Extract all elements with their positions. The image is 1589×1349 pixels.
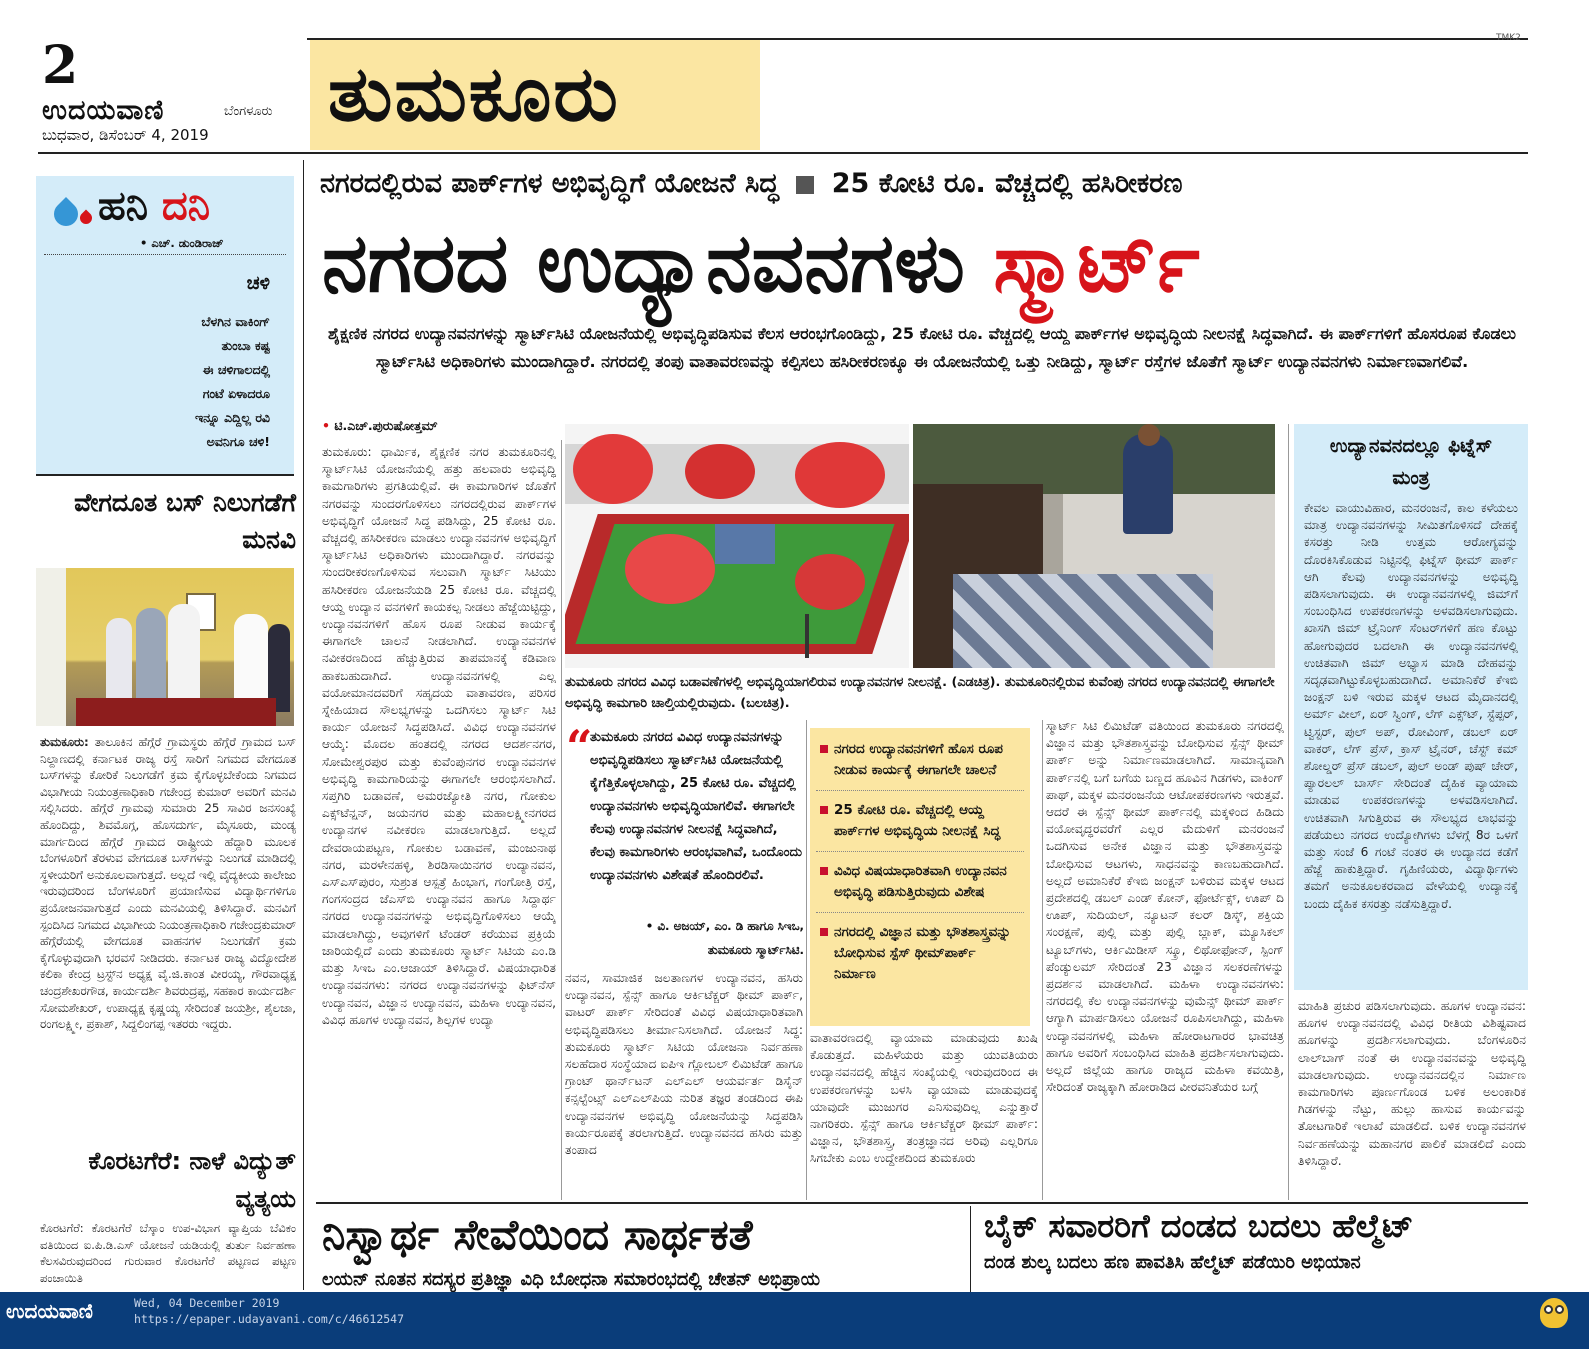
- highlight-item: ನಗರದ ಉದ್ಯಾನವನಗಳಿಗೆ ಹೊಸ ರೂಪ ನೀಡುವ ಕಾರ್ಯಕ್ಕೆ ಈಗಾಗಲೇ ಚಾಲನೆ: [816, 730, 1024, 791]
- hani-dani-box: [36, 176, 294, 476]
- quote-mark-icon: “: [566, 720, 593, 774]
- footer-url-link[interactable]: https://epaper.udayavani.com/c/46612547: [134, 1312, 405, 1326]
- main-col4: ಸ್ಮಾರ್ಟ್ ಸಿಟಿ ಲಿಮಿಟೆಡ್ ವತಿಯಿಂದ ತುಮಕೂರು ನಗರದಲ್ಲಿ ವಿಜ್ಞಾನ ಮತ್ತು ಭೌತಶಾಸ್ತ್ರವನ್ನು ಬೋಧಿಸುವ ಸ್ಪೆನ್ಸ್ ಥೀಮ್ ಪಾರ್ಕ್ ಅನ್ನು ನಿರ್ಮಾಣಮಾಡಲಾಗಿದೆ. ಸಾಮಾನ್ಯವಾಗಿ ಪಾರ್ಕ್‌ನಲ್ಲಿ ಬಗೆ ಬಗೆಯ ಬಣ್ಣದ ಹೂವಿನ ಗಿಡಗಳು, ವಾಕಿಂಗ್ ಪಾಥ್, ಮಕ್ಕಳ ಮನರಂಜನೆಯ ಆಟೋಪಕರಣಗಳು ಇರುತ್ತವೆ. ಆದರೆ ಈ ಸ್ಪೆನ್ಸ್ ಥೀಮ್ ಪಾರ್ಕ್‌ನಲ್ಲಿ ಮಕ್ಕಳಿಂದ ಹಿಡಿದು ವಯೋವೃದ್ಧರವರೆಗೆ ಎಲ್ಲರ ಮೆದುಳಿಗೆ ಮನರಂಜನೆ ಒದಗಿಸುವ ಅನೇಕ ವಿಜ್ಞಾನ ಮತ್ತು ಭೌತಶಾಸ್ತ್ರವನ್ನು ಬೋಧಿಸುವ ಆಟಗಳು, ಸಾಧನವನ್ನು ಕಾಣಬಹುದಾಗಿದೆ. ಅಲ್ಲದೆ ಅಮಾನಿಕೆರೆ ಕೆಇಬಿ ಜಂಕ್ಷನ್ ಬಳಿರುವ ಮಕ್ಕಳ ಆಟದ ಪ್ರದೇಶದಲ್ಲಿ ಡಬಲ್ ಎಂಡ್ ಕೋನ್, ಫೋರ್ಟೆಕ್ಸ್, ಊಪ್ ದಿ ಊಪ್, ಸುದಿಯಲ್, ನ್ಯೂಟನ್ ಕಲರ್ ಡಿಸ್ಕ್, ಶಕ್ತಿಯ ಸಂರಕ್ಷಣೆ, ಪುಲ್ಲಿ ಮತ್ತು ಪುಲ್ಲಿ ಬ್ಲಾಕ್, ಮ್ಯೂಸಿಕಲ್ ಟ್ಯೂಬ್‌ಗಳು, ಆರ್ಕಿಮಿಡೀಸ್ ಸ್ಕ್ರೂ, ಲಿಥೋಫೋನ್, ಸ್ಪಿಂಗ್ ಪೆಂಡ್ಯುಲಮ್ ಸೇರಿದಂತೆ 23 ವಿಜ್ಞಾನ ಸಲಕರಣೆಗಳನ್ನು ಪ್ರದರ್ಶನ ಮಾಡಲಾಗಿದೆ. ಮಹಿಳಾ ಉದ್ಯಾನವನಗಳು: ನಗರದಲ್ಲಿ ಕೆಲ ಉದ್ಯಾನವನಗಳನ್ನು ವುಮೆನ್ಸ್ ಥೀಮ್ ಪಾರ್ಕ್ ಆಗ್ಯಾಗಿ ಮಾರ್ಪಡಿಸಲು ಯೋಜನೆ ರೂಪಿಸಲಾಗಿದ್ದು, ಮಹಿಳಾ ಉದ್ಯಾನವನಗಳಲ್ಲಿ ಮಹಿಳಾ ಹೋರಾಟಗಾರರ ಭಾವಚಿತ್ರ ಹಾಗೂ ಅವರಿಗೆ ಸಂಬಂಧಿಸಿದ ಮಾಹಿತಿ ಪ್ರದರ್ಶಿಸಲಾಗುವುದು. ಅಲ್ಲದೆ ಜಿಲ್ಲೆಯ ಹಾಗೂ ರಾಜ್ಯದ ಮಹಿಳಾ ಕವಯಿತ್ರಿ, ಸೇರಿದಂತೆ ರಾಜ್ಯಕ್ಕಾಗಿ ಹೋರಾಡಿದ ವೀರವನಿತೆಯರ ಬಗ್ಗೆ: [1046, 719, 1284, 1095]
- fitness-after: ಮಾಹಿತಿ ಪ್ರಚುರ ಪಡಿಸಲಾಗುವುದು. ಹೂಗಳ ಉದ್ಯಾನವನ: ಹೂಗಳ ಉದ್ಯಾನವನದಲ್ಲಿ ವಿವಿಧ ರೀತಿಯ ವಿಶಿಷ್ಟವಾದ ಹೂಗಳನ್ನು ಪ್ರದರ್ಶಿಸಲಾಗುವುದು. ಬೆಂಗಳೂರಿನ ಲಾಲ್‌ಬಾಗ್ ನಂತೆ ಈ ಉದ್ಯಾನವನವನ್ನು ಅಭಿವೃದ್ಧಿ ಮಾಡಲಾಗುವುದು. ಉದ್ಯಾನವನದಲ್ಲಿನ ನಿರ್ಮಾಣ ಕಾಮಗಾರಿಗಳು ಪೂರ್ಣಗೊಂಡ ಬಳಿಕ ಅಲಂಕಾರಿಕ ಗಿಡಗಳನ್ನು ನೆಟ್ಟು, ಹುಲ್ಲು ಹಾಸುವ ಕಾರ್ಯವನ್ನು ತೋಟಗಾರಿಕೆ ಇಲಾಖೆ ಮಾಡಲಿದೆ. ಬಳಿಕ ಉದ್ಯಾನವನಗಳ ನಿರ್ವಹಣೆಯನ್ನು ಮಹಾನಗರ ಪಾಲಿಕೆ ಮಾಡಲಿದೆ ಎಂದು ತಿಳಿಸಿದ್ದಾರೆ.: [1298, 999, 1526, 1168]
- drop-icon: [49, 197, 83, 231]
- main-intro: ಶೈಕ್ಷಣಿಕ ನಗರದ ಉದ್ಯಾನವನಗಳನ್ನು ಸ್ಮಾರ್ಟ್‌ಸಿಟಿ ಯೋಜನೆಯಲ್ಲಿ ಅಭಿವೃದ್ಧಿಪಡಿಸುವ ಕೆಲಸ ಆರಂಭಗೊಂಡಿದ್ದು, 25 ಕೋಟಿ ರೂ. ವೆಚ್ಚದಲ್ಲಿ ಆಯ್ದ ಪಾರ್ಕ್‌ಗಳ ಅಭಿವೃದ್ಧಿಯ ನೀಲನಕ್ಷೆ ಸಿದ್ಧವಾಗಿದೆ. ಈ ಪಾರ್ಕ್‌ಗಳಿಗೆ ಹೊಸರೂಪ ಕೊಡಲು ಸ್ಮಾರ್ಟ್‌ಸಿಟಿ ಅಧಿಕಾರಿಗಳು ಮುಂದಾಗಿದ್ದಾರೆ. ನಗರದಲ್ಲಿ ತಂಪು ವಾತಾವರಣವನ್ನು ಕಲ್ಪಿಸಲು ಹಸಿರೀಕರಣಕ್ಕೂ ಈ ಯೋಜನೆಯಲ್ಲಿ ಒತ್ತು ನೀಡಿದ್ದು, ಸ್ಮಾರ್ಟ್ ರಸ್ತೆಗಳ ಜೊತೆಗೆ ಸ್ಮಾರ್ಟ್ ಉದ್ಯಾನವನಗಳು ನಿರ್ಮಾಣವಾಗಲಿವೆ.: [327, 324, 1517, 371]
- footer-brand-logo[interactable]: ಉದಯವಾಣಿ: [6, 1299, 93, 1323]
- hani-dani-author: • ಎಚ್. ಡುಂಡಿರಾಜ್: [140, 236, 224, 250]
- bus-stop-body: ತುಮಕೂರು: ತಾಲೂಕಿನ ಹೆಗ್ಗೆರೆ ಗ್ರಾಮಸ್ಥರು ಹೆಗ್ಗೆರೆ ಗ್ರಾಮದ ಬಸ್ ನಿಲ್ದಾಣದಲ್ಲಿ ಕರ್ನಾಟಕ ರಾಜ್ಯ ರಸ್ತೆ ಸಾರಿಗೆ ನಿಗಮದ ವೇಗದೂತ ಬಸ್‌ಗಳನ್ನು ಕೋರಿಕೆ ನಿಲುಗಡೆಗೆ ಕ್ರಮ ಕೈಗೊಳ್ಳಬೇಕೆಂದು ನಿಗಮದ ವಿಭಾಗೀಯ ನಿಯಂತ್ರಣಾಧಿಕಾರಿ ಗಜೇಂದ್ರ ಕುಮಾರ್ ಅವರಿಗೆ ಮನವಿ ಸಲ್ಲಿಸಿದರು. ಹೆಗ್ಗೆರೆ ಗ್ರಾಮವು ಸುಮಾರು 25 ಸಾವಿರ ಜನಸಂಖ್ಯೆ ಹೊಂದಿದ್ದು, ಶಿವಮೊಗ್ಗ, ಹೊಸದುರ್ಗ, ಮೈಸೂರು, ಮಂಡ್ಯ ಮಾರ್ಗದಿಂದ ಹೆಗ್ಗೆರೆ ಗ್ರಾಮದ ರಾಷ್ಟ್ರೀಯ ಹೆದ್ದಾರಿ ಮೂಲಕ ಬೆಂಗಳೂರಿಗೆ ತೆರಳುವ ವೇಗದೂತ ಬಸ್‌ಗಳನ್ನು ನಿಲುಗಡೆ ಮಾಡಿದಲ್ಲಿ ಸ್ಥಳೀಯರಿಗೆ ಅನುಕೂಲವಾಗುತ್ತದೆ. ಅಲ್ಲದೆ ಇಲ್ಲಿ ವೈದ್ಯಕೀಯ ಕಾಲೇಜು ಇರುವುದರಿಂದ ಬೆಂಗಳೂರಿಗೆ ಪ್ರಯಾಣಿಸುವ ವಿದ್ಯಾರ್ಥಿಗಳಿಗೂ ಪ್ರಯೋಜನವಾಗುತ್ತದೆ ಎಂದು ಮನವಿಯಲ್ಲಿ ತಿಳಿಸಿದ್ದಾರೆ. ಮನವಿಗೆ ಸ್ಪಂದಿಸಿದ ನಿಗಮದ ವಿಭಾಗೀಯ ನಿಯಂತ್ರಣಾಧಿಕಾರಿ ಗಜೇಂದ್ರಕುಮಾರ್ ಹೆಗ್ಗೆರೆಯಲ್ಲಿ ವೇಗದೂತ ವಾಹನಗಳ ನಿಲುಗಡೆಗೆ ಕ್ರಮ ಕೈಗೊಳ್ಳುವುದಾಗಿ ಭರವಸೆ ನೀಡಿದರು. ಕರ್ನಾಟಕ ರಾಜ್ಯ ವಿದ್ಯೋದೇಶ ಕಲಿಕಾ ಕೇಂದ್ರ ಟ್ರಸ್ಟ್‌ನ ಅಧ್ಯಕ್ಷ ವೈ.ಜಿ.ಕಾಂತ ವೀರಯ್ಯ, ಗೌರವಾಧ್ಯಕ್ಷ ಚಂದ್ರಶೇಖರಗೌಡ, ಕಾರ್ಯದರ್ಶಿ ಶಿವರುದ್ರಪ್ಪ, ಸಹಕಾರ ಕಾರ್ಯದರ್ಶಿ ಸೋಮಶೇಖರ್, ಉಪಾಧ್ಯಕ್ಷ ಕೃಷ್ಣಯ್ಯ ಸೇರಿದಂತೆ ಜಯಶ್ರೀ, ಶೈಲಜಾ, ರಂಗಲಕ್ಷ್ಮೀ, ಪ್ರಕಾಶ್, ಸಿದ್ದಲಿಂಗಪ್ಪ ಇತರರು ಇದ್ದರು.: [40, 735, 296, 1032]
- section-title: ತುಮಕೂರು: [328, 49, 620, 138]
- page-number: 2: [42, 35, 79, 96]
- fitness-box-body: ಕೇವಲ ವಾಯುವಿಹಾರ, ಮನರಂಜನೆ, ಕಾಲ ಕಳೆಯಲು ಮಾತ್ರ ಉದ್ಯಾನವನಗಳನ್ನು ಸೀಮಿತಗೊಳಿಸದೆ ದೇಹಕ್ಕೆ ಕಸರತ್ತು ನೀಡಿ ಉತ್ತಮ ಆರೋಗ್ಯವನ್ನು ದೊರಕಿಸಿಕೊಡುವ ನಿಟ್ಟಿನಲ್ಲಿ ಫಿಟ್ನೆಸ್ ಥೀಮ್ ಪಾರ್ಕ್ ಆಗಿ ಕೆಲವು ಉದ್ಯಾನವನಗಳನ್ನು ಅಭಿವೃದ್ಧಿ ಪಡಿಸಲಾಗುವುದು. ಈ ಉದ್ಯಾನವನಗಳಲ್ಲಿ ಜಿಮ್‌ಗೆ ಸಂಬಂಧಿಸಿದ ಉಪಕರಣಗಳನ್ನು ಅಳವಡಿಸಲಾಗುವುದು. ಖಾಸಗಿ ಜಿಮ್ ಟ್ರೈನಿಂಗ್ ಸೆಂಟರ್‌ಗಳಿಗೆ ಹಣ ಕೊಟ್ಟು ಹೋಗುವುದರ ಬದಲಾಗಿ ಈ ಉದ್ಯಾನವನಗಳಲ್ಲಿ ಉಚಿತವಾಗಿ ಜಿಮ್ ಅಭ್ಯಾಸ ಮಾಡಿ ದೇಹವನ್ನು ಸದೃಢವಾಗಿಟ್ಟುಕೊಳ್ಳಬಹುದಾಗಿದೆ. ಅಮಾನಿಕೆರೆ ಕೆಇಬಿ ಜಂಕ್ಷನ್ ಬಳಿ ಇರುವ ಮಕ್ಕಳ ಆಟದ ಮೈದಾನದಲ್ಲಿ ಅರ್ಮ್ ವೀಲ್, ಏರ್ ಸ್ವಿಂಗ್, ಲೆಗ್ ಎಕ್ಸ್‌ಟ್, ಸ್ಟೆಪ್ಪರ್, ಟ್ವಿಸ್ಟರ್, ಪುಲ್ ಅಪ್, ರೋವಿಂಗ್, ಡಬಲ್ ಏರ್ ವಾಕರ್, ಲೆಗ್ ಪ್ರೆಸ್, ಕ್ರಾಸ್ ಟ್ರೈನರ್, ಚೆಸ್ಟ್ ಕಮ್ ಶೋಲ್ಡರ್ ಪ್ರೆಸ್ ಡಬಲ್, ಪುಲ್ ಅಂಡ್ ಪುಷ್ ಚೇರ್, ಪ್ಯಾರಲಲ್ ಬಾರ್ಸ್ ಸೇರಿದಂತೆ ದೈಹಿಕ ವ್ಯಾಯಾಮ ಮಾಡುವ ಉಪಕರಣಗಳನ್ನು ಅಳವಡಿಸಲಾಗಿದೆ. ಉಚಿತವಾಗಿ ಸಿಗುತ್ತಿರುವ ಈ ಸೌಲಭ್ಯದ ಲಾಭವನ್ನು ಪಡೆಯಲು ನಗರದ ಉದ್ಯೋಗಿಗಳು ಬೆಳಗ್ಗೆ 8ರ ಒಳಗೆ ಮತ್ತು ಸಂಜೆ 6 ಗಂಟೆ ನಂತರ ಈ ಉದ್ಯಾನದ ಕಡೆಗೆ ಹೆಜ್ಜೆ ಹಾಕುತ್ತಿದ್ದಾರೆ. ಗೃಹಿಣಿಯರು, ವಿದ್ಯಾರ್ಥಿಗಳು ತಮಗೆ ಅನುಕೂಲಕರವಾದ ವೇಳೆಯಲ್ಲಿ ಉದ್ಯಾನಕ್ಕೆ ಬಂದು ದೈಹಿಕ ಕಸರತ್ತು ನಡೆಸುತ್ತಿದ್ದಾರೆ.: [1304, 501, 1518, 911]
- cm-quote: ತುಮಕೂರು ನಗರದ ವಿವಿಧ ಉದ್ಯಾನವನಗಳನ್ನು ಅಭಿವೃದ್ಧಿಪಡಿಸಲು ಸ್ಮಾರ್ಟ್‌ಸಿಟಿ ಯೋಜನೆಯಲ್ಲಿ ಕೈಗೆತ್ತಿಕೊಳ್ಳಲಾಗಿದ್ದು, 25 ಕೋಟಿ ರೂ. ವೆಚ್ಚದಲ್ಲಿ ಉದ್ಯಾನವನಗಳು ಅಭಿವೃದ್ಧಿಯಾಗಲಿವೆ. ಈಗಾಗಲೇ ಕೆಲವು ಉದ್ಯಾನವನಗಳ ನೀಲನಕ್ಷೆ ಸಿದ್ಧವಾಗಿದೆ, ಕೆಲವು ಕಾಮಗಾರಿಗಳು ಆರಂಭವಾಗಿವೆ, ಒಂದೊಂದು ಉದ್ಯಾನವನಗಳು ವಿಶೇಷತೆ ಹೊಂದಿರಲಿವೆ.: [590, 730, 803, 883]
- edition-label: ಬೆಂಗಳೂರು: [224, 104, 273, 119]
- highlight-item: 25 ಕೋಟಿ ರೂ. ವೆಚ್ಚದಲ್ಲಿ ಆಯ್ದ ಪಾರ್ಕ್‌ಗಳ ಅಭಿವೃದ್ಧಿಯ ನೀಲನಕ್ಷೆ ಸಿದ್ಧ: [816, 791, 1024, 852]
- bus-stop-headline: ವೇಗದೂತ ಬಸ್ ನಿಲುಗಡೆಗೆ ಮನವಿ: [74, 488, 296, 554]
- fitness-box-title: ಉದ್ಯಾನವನದಲ್ಲೂ ಫಿಟ್ನೆಸ್ ಮಂತ್ರ: [1329, 435, 1493, 489]
- byline: • ಟಿ.ಎಚ್.ಪುರುಷೋತ್ತಮ್: [322, 418, 438, 433]
- masthead-logo: ಉದಯವಾಣಿ: [42, 95, 165, 126]
- fitness-box: [1294, 424, 1528, 990]
- owl-icon[interactable]: [1540, 1298, 1568, 1328]
- highlights-box: [810, 728, 1030, 1026]
- helmet-subhead: ದಂಡ ಶುಲ್ಕ ಬದಲು ಹಣ ಪಾವತಿಸಿ ಹೆಲ್ಮೆಟ್ ಪಡೆಯಿರಿ ಅಭಿಯಾನ: [984, 1252, 1361, 1273]
- quote-source: • ವಿ. ಅಜಯ್, ಎಂ. ಡಿ ಹಾಗೂ ಸಿಇಒ, ತುಮಕೂರು ಸ್ಮಾರ್ಟ್‌ಸಿಟಿ.: [645, 919, 804, 957]
- photo-caption: ತುಮಕೂರು ನಗರದ ವಿವಿಧ ಬಡಾವಣೆಗಳಲ್ಲಿ ಅಭಿವೃದ್ಧಿಯಾಗಲಿರುವ ಉದ್ಯಾನವನಗಳ ನೀಲನಕ್ಷೆ. (ಎಡಚಿತ್ರ). ತುಮಕೂರಿನಲ್ಲಿರುವ ಕುವೆಂಪು ನಗರದ ಉದ್ಯಾನವನದಲ್ಲಿ ಈಗಾಗಲೇ ಅಭಿವೃದ್ಧಿ ಕಾಮಗಾರಿ ಚಾಲ್ತಿಯಲ್ಲಿರುವುದು. (ಬಲಚಿತ್ರ).: [565, 675, 1275, 711]
- main-col1: ತುಮಕೂರು: ಧಾರ್ಮಿಕ, ಶೈಕ್ಷಣಿಕ ನಗರ ತುಮಕೂರಿನಲ್ಲಿ ಸ್ಮಾರ್ಟ್‌ಸಿಟಿ ಯೋಜನೆಯಲ್ಲಿ ಹತ್ತು ಹಲವಾರು ಅಭಿವೃದ್ಧಿ ಕಾಮಗಾರಿಗಳು ಪ್ರಗತಿಯಲ್ಲಿವೆ. ಈ ಕಾಮಗಾರಿಗಳ ಜೊತೆಗೆ ನಗರವನ್ನು ಸುಂದರಗೊಳಿಸಲು ನಗರದಲ್ಲಿರುವ ಪಾರ್ಕ್‌ಗಳ ಅಭಿವೃದ್ಧಿಗೆ ಯೋಜನೆ ಸಿದ್ಧ ಪಡಿಸಿದ್ದು, 25 ಕೋಟಿ ರೂ. ವೆಚ್ಚದಲ್ಲಿ ಹಸಿರೀಕರಣ ಮಾಡಲು ಉದ್ಯಾನವನಗಳ ಅಭಿವೃದ್ಧಿಗೆ ಸ್ಮಾರ್ಟ್‌ಸಿಟಿ ಅಧಿಕಾರಿಗಳು ಮುಂದಾಗಿದ್ದಾರೆ. ನಗರವನ್ನು ಸುಂದರೀಕರಣಗೊಳಿಸುವ ಸಲುವಾಗಿ ಸ್ಮಾರ್ಟ್ ಸಿಟಿಯು ಹಸಿರೀಕರಣ ಯೋಜನೆಯಡಿ 25 ಕೋಟಿ ರೂ. ವೆಚ್ಚದಲ್ಲಿ ಆಯ್ದ ಉದ್ಯಾನ ವನಗಳಿಗೆ ಕಾಯಕಲ್ಪ ನೀಡಲು ಹೆಜ್ಜೆಯಿಟ್ಟಿದ್ದು, ಉದ್ಯಾನವನಗಳಿಗೆ ಹೊಸ ರೂಪ ನೀಡುವ ಕಾರ್ಯಕ್ಕೆ ಈಗಾಗಲೇ ಚಾಲನೆ ನೀಡಲಾಗಿದೆ. ಉದ್ಯಾನವನಗಳ ನವೀಕರಣದಿಂದ ಹೆಚ್ಚುತ್ತಿರುವ ತಾಪಮಾನಕ್ಕೆ ಕಡಿವಾಣ ಹಾಕಬಹುದಾಗಿದೆ. ಉದ್ಯಾನವನಗಳಲ್ಲಿ ಎಲ್ಲ ವಯೋಮಾನದವರಿಗೆ ಸಹೃದಯ ವಾತಾವರಣ, ಪರಿಸರ ಸ್ನೇಹಿಯಾದ ಸೌಲಭ್ಯಗಳನ್ನು ಒದಗಿಸಲು ಸ್ಮಾರ್ಟ್ ಸಿಟಿ ಕಾರ್ಯ ಯೋಜನೆ ಸಿದ್ಧಪಡಿಸಿದೆ. ವಿವಿಧ ಉದ್ಯಾನವನಗಳ ಆಯ್ಕೆ: ಮೊದಲ ಹಂತದಲ್ಲಿ ನಗರದ ಆದರ್ಶನಗರ, ಸೋಮೇಶ್ವರಪುರ ಮತ್ತು ಕುವೆಂಪುನಗರ ಉದ್ಯಾನವನಗಳ ಅಭಿವೃದ್ಧಿ ಕಾಮಗಾರಿಯನ್ನು ಈಗಾಗಲೇ ಆರಂಭಿಸಲಾಗಿದೆ. ಸಪ್ತಗಿರಿ ಬಡಾವಣೆ, ಅಮರಜ್ಯೋತಿ ನಗರ, ಗೋಕುಲ ಎಕ್ಸ್‌ಟೆನ್ಷನ್, ಜಯನಗರ ಮತ್ತು ಮಹಾಲಕ್ಷ್ಮೀನಗರದ ಉದ್ಯಾನಗಳ ನವೀಕರಣ ಮಾಡಲಾಗುತ್ತಿದೆ. ಅಲ್ಲದೆ ದೇವರಾಯಪಟ್ಟಣ, ಗೋಕುಲ ಬಡಾವಣೆ, ಮಂಜುನಾಥ ನಗರ, ಮರಳೇನಹಳ್ಳಿ, ಶಿರಡಿಸಾಯಿನಗರ ಉದ್ಯಾನವನ, ಎಸ್‌ಎಸ್‌ಪುರಂ, ಸುಶ್ರುತ ಆಸ್ಪತ್ರೆ ಹಿಂಭಾಗ, ಗಂಗೋತ್ರಿ ರಸ್ತೆ, ಗಂಗಸಂದ್ರದ ಜೆಎಸ್‌ಬಿ ಉದ್ಯಾನವನ ಹಾಗೂ ಸಿದ್ದಾರ್ಥ ನಗರದ ಉದ್ಯಾನವನಗಳನ್ನು ಅಭಿವೃದ್ಧಿಗೊಳಿಸಲು ಆಯ್ಕೆ ಮಾಡಲಾಗಿದ್ದು, ಅವುಗಳಿಗೆ ಟೆಂಡರ್ ಕರೆಯುವ ಪ್ರಕ್ರಿಯೆ ಜಾರಿಯಲ್ಲಿದೆ ಎಂದು ತುಮಕೂರು ಸ್ಮಾರ್ಟ್ ಸಿಟಿಯ ಎಂ.ಡಿ ಮತ್ತು ಸಿಇಒ ಎಂ.ಆಜಾಯ್ ತಿಳಿಸಿದ್ದಾರೆ. ವಿಷಯಾಧಾರಿತ ಉದ್ಯಾನವನಗಳು: ನಗರದ ಉದ್ಯಾನವನಗಳನ್ನು ಫಿಟ್‌ನೆಸ್ ಉದ್ಯಾನವನ, ವಿಜ್ಞಾನ ಉದ್ಯಾನವನ, ಮಹಿಳಾ ಉದ್ಯಾನವನ, ವಿವಿಧ ಹೂಗಳ ಉದ್ಯಾನವನ, ಶಿಲ್ಪಗಳ ಉದ್ಯಾ: [322, 445, 556, 1027]
- main-col2-bottom: ನವನ, ಸಾಮಾಜಿಕ ಜಲತಾಣಗಳ ಉದ್ಯಾನವನ, ಹಸಿರು ಉದ್ಯಾನವನ, ಸ್ಪೆನ್ಸ್ ಹಾಗೂ ಆರ್ಕಿಟೆಕ್ಚರ್ ಥೀಮ್ ಪಾರ್ಕ್, ವಾಟರ್ ಪಾರ್ಕ್ ಸೇರಿದಂತೆ ವಿವಿಧ ವಿಷಯಾಧಾರಿತವಾಗಿ ಅಭಿವೃದ್ಧಿಪಡಿಸಲು ತೀರ್ಮಾನಿಸಲಾಗಿದೆ. ಯೋಜನೆ ಸಿದ್ಧ: ತುಮಕೂರು ಸ್ಮಾರ್ಟ್ ಸಿಟಿಯ ಯೋಜನಾ ನಿರ್ವಹಣಾ ಸಲಹೆದಾರ ಸಂಸ್ಥೆಯಾದ ಐಪಿಇ ಗ್ಲೋಬಲ್ ಲಿಮಿಟೆಡ್ ಹಾಗೂ ಗ್ರಾಂಟ್ ಥಾರ್ನ್‌ಟನ್ ಎಲ್‌ಎಲ್ ಆಯರ್ವರ್ತ ಡಿಸೈನ್ ಕನ್ಸಲ್ಟೆಂಟ್ಸ್ ಎಲ್‌ಎಲ್‌ಪಿಯ ನುರಿತ ತಜ್ಞರ ತಂಡದಿಂದ ಈಪಿ ಉದ್ಯಾನವನಗಳ ಅಭಿವೃದ್ಧಿ ಯೋಜನೆಯನ್ನು ಸಿದ್ಧಪಡಿಸಿ ಕಾರ್ಯರೂಪಕ್ಕೆ ತರಲಾಗುತ್ತಿದೆ. ಉದ್ಯಾನವನದ ಹಸಿರು ಮತ್ತು ತಂಪಾದ: [565, 971, 803, 1158]
- highlight-item: ವಿವಿಧ ವಿಷಯಾಧಾರಿತವಾಗಿ ಉದ್ಯಾನವನ ಅಭಿವೃದ್ಧಿ ಪಡಿಸುತ್ತಿರುವುದು ವಿಶೇಷ: [816, 852, 1024, 913]
- paving-work-photo: [913, 424, 1275, 668]
- lions-subhead: ಲಯನ್ ನೂತನ ಸದಸ್ಯರ ಪ್ರತಿಜ್ಞಾ ವಿಧಿ ಬೋಧನಾ ಸಮಾರಂಭದಲ್ಲಿ ಚೇತನ್ ಅಭಿಪ್ರಾಯ: [322, 1269, 820, 1290]
- drop-icon-red: [78, 210, 95, 227]
- lions-headline: ನಿಸ್ವಾರ್ಥ ಸೇವೆಯಿಂದ ಸಾರ್ಥಕತೆ: [322, 1210, 753, 1259]
- main-headline: ನಗರದ ಉದ್ಯಾನವನಗಳು ಸ್ಮಾರ್ಟ್: [322, 216, 1200, 311]
- main-col3-bottom: ವಾತಾವರಣದಲ್ಲಿ ವ್ಯಾಯಾಮ ಮಾಡುವುದು ಖುಷಿ ಕೊಡುತ್ತದೆ. ಮಹಿಳೆಯರು ಮತ್ತು ಯುವತಿಯರು ಉದ್ಯಾನವನದಲ್ಲಿ ಹೆಚ್ಚಿನ ಸಂಖ್ಯೆಯಲ್ಲಿ ಇರುವುದರಿಂದ ಈ ಉಪಕರಣಗಳನ್ನು ಬಳಸಿ ವ್ಯಾಯಾಮ ಮಾಡುವುದಕ್ಕೆ ಯಾವುದೇ ಮುಜುಗರ ಎನಿಸುವುದಿಲ್ಲ ಎನ್ನುತ್ತಾರೆ ನಾಗರಿಕರು. ಸ್ಪೆನ್ಸ್ ಹಾಗೂ ಆರ್ಕಿಟೆಕ್ಚರ್ ಥೀಮ್ ಪಾರ್ಕ್: ವಿಜ್ಞಾನ, ಭೌತಶಾಸ್ತ್ರ, ತಂತ್ರಜ್ಞಾನದ ಅರಿವು ಎಲ್ಲರಿಗೂ ಸಿಗಬೇಕು ಎಂಬ ಉದ್ದೇಶದಿಂದ ತುಮಕೂರು: [810, 1031, 1038, 1166]
- epaper-footer: [0, 1292, 1589, 1349]
- helmet-headline: ಬೈಕ್ ಸವಾರರಿಗೆ ದಂಡದ ಬದಲು ಹೆಲ್ಮೆಟ್: [984, 1207, 1414, 1245]
- hani-dani-title: ಹನಿ ದನಿ: [98, 183, 210, 229]
- issue-date: ಬುಧವಾರ, ಡಿಸೆಂಬರ್ 4, 2019: [42, 126, 209, 144]
- highlight-item: ನಗರದಲ್ಲಿ ವಿಜ್ಞಾನ ಮತ್ತು ಭೌತಶಾಸ್ತ್ರವನ್ನು ಬೋಧಿಸುವ ಸ್ಪೆಸ್ ಥೀಮ್‌ಪಾರ್ಕ್ ನಿರ್ಮಾಣ: [816, 913, 1024, 994]
- page-code: TMK2: [1496, 33, 1521, 43]
- kicker: ನಗರದಲ್ಲಿರುವ ಪಾರ್ಕ್‌ಗಳ ಅಭಿವೃದ್ಧಿಗೆ ಯೋಜನೆ ಸಿದ್ಧ 25 ಕೋಟಿ ರೂ. ವೆಚ್ಚದಲ್ಲಿ ಹಸಿರೀಕರಣ: [320, 168, 1183, 199]
- kicker-square-icon: [796, 176, 814, 194]
- poem-title: ಚಳಿ: [246, 272, 270, 294]
- bus-petition-photo: [36, 568, 294, 726]
- footer-date: Wed, 04 December 2019: [134, 1296, 280, 1310]
- poem-lines: ಬೆಳಗಿನ ವಾಕಿಂಗ್ ತುಂಬಾ ಕಷ್ಟ ಈ ಚಳಿಗಾಲದಲ್ಲಿ ಗಂಟೆ ಏಳಾದರೂ ಇನ್ನೂ ಎದ್ದಿಲ್ಲ ರವಿ ಅವನಿಗೂ ಚಳಿ!: [195, 314, 270, 449]
- park-blueprint-image: [565, 424, 909, 668]
- koratagere-headline: ಕೊರಟಗೆರೆ: ನಾಳೆ ವಿದ್ಯುತ್ ವ್ಯತ್ಯಯ: [88, 1147, 296, 1213]
- koratagere-body: ಕೊರಟಗೆರೆ: ಕೊರಟಗೆರೆ ಬೆಸ್ಕಾಂ ಉಪ-ವಿಭಾಗ ವ್ಯಾಪ್ತಿಯ ಬೆವಿಕಂ ವತಿಯಿಂದ ಐ.ಪಿ.ಡಿ.ಎಸ್ ಯೋಜನೆ ಯಡಿಯಲ್ಲಿ ತುರ್ತು ನಿರ್ವಹಣಾ ಕೆಲಸವಿರುವುದರಿಂದ ಗುರುವಾರ ಕೊರಟಗೆರೆ ಪಟ್ಟಣದ ಪಟ್ಟಣ ಪಂಚಾಯಿತಿ: [40, 1221, 296, 1285]
